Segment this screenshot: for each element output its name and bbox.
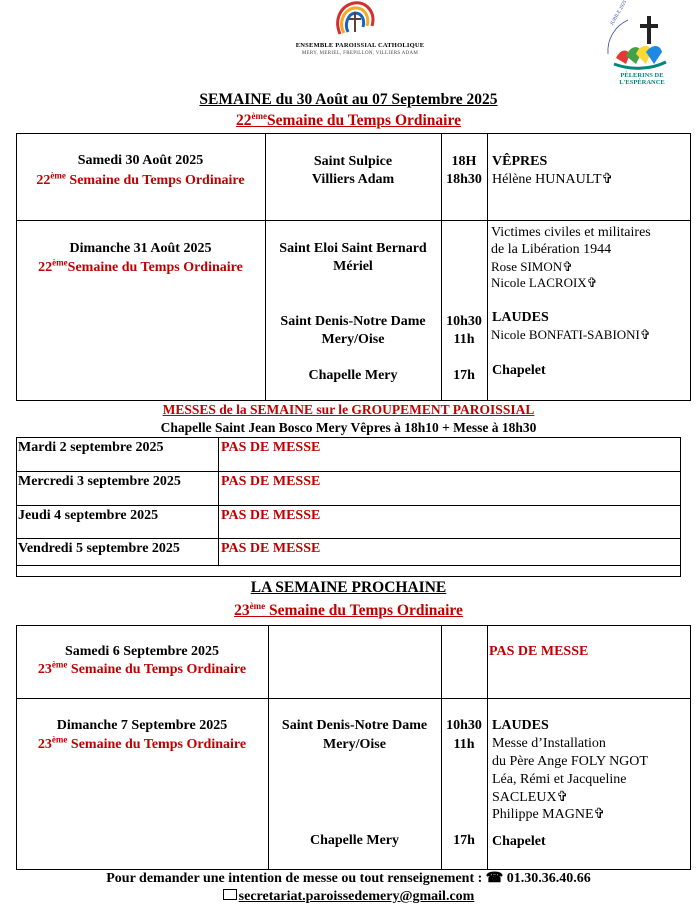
week1-sun-time2b: 11h [453, 332, 475, 347]
next-sun-line2: du Père Ange FOLY NGOT [492, 754, 648, 769]
weekday-status: PAS DE MESSE [221, 541, 321, 556]
week1-sun-int4: Nicole LACROIX✞ [491, 275, 598, 290]
next-sat-status: PAS DE MESSE [489, 644, 589, 659]
org-subtitle: MERY, MERIEL, FREPILLON, VILLIERS ADAM [301, 51, 419, 56]
week1-sun-time2a: 10h30 [446, 314, 482, 329]
next-sun-line5: Philippe MAGNE✞ [492, 807, 606, 822]
next-sun-line4: SACLEUX✞ [492, 790, 569, 805]
week1-sun-office3: Chapelet [492, 363, 546, 378]
week1-sat-time2: 18h30 [446, 172, 482, 187]
weekday-subheading: Chapelle Saint Jean Bosco Mery Vêpres à 18h10 + Messe à 18h30 [160, 420, 537, 435]
parish-logo [285, 0, 435, 64]
weekday-status: PAS DE MESSE [221, 440, 321, 455]
next-sun-place1b: Mery/Oise [323, 737, 386, 752]
next-sun-liturgy: 23ème Semaine du Temps Ordinaire [37, 734, 247, 752]
phone-icon: ☎ [485, 871, 504, 886]
week1-sun-office2: LAUDES [492, 310, 549, 325]
next-sun-line1: Messe d’Installation [492, 736, 606, 751]
next-week-liturgy: 23ème Semaine du Temps Ordinaire [234, 600, 463, 619]
week1-sun-date: Dimanche 31 Août 2025 [69, 241, 212, 256]
week1-sat-liturgy: 22ème Semaine du Temps Ordinaire [36, 170, 245, 188]
weekday-day: Mercredi 3 septembre 2025 [18, 474, 181, 489]
next-sun-time1a: 10h30 [446, 718, 482, 733]
weekday-day: Jeudi 4 septembre 2025 [18, 508, 159, 523]
jubilee-bottom-text: PÈLERINS DE L'ESPÉRANCE [619, 72, 665, 86]
week1-sat-intention: Hélène HUNAULT✞ [492, 172, 614, 187]
email-icon [223, 889, 237, 900]
next-sat-liturgy: 23ème Semaine du Temps Ordinaire [37, 659, 247, 677]
jubilee-logo [600, 0, 684, 90]
week1-sun-place2a: Saint Denis-Notre Dame [280, 314, 426, 329]
weekday-heading: MESSES de la SEMAINE sur le GROUPEMENT PAROISSIAL [162, 402, 535, 417]
next-sat-date: Samedi 6 Septembre 2025 [64, 644, 220, 659]
weekday-day: Vendredi 5 septembre 2025 [18, 541, 180, 556]
next-sun-date: Dimanche 7 Septembre 2025 [56, 718, 228, 733]
page-title: SEMAINE du 30 Août au 07 Septembre 2025 [199, 91, 498, 108]
next-sun-office2: Chapelet [492, 834, 546, 849]
parish-emblem-icon [332, 0, 378, 38]
footer-email-line [0, 888, 697, 906]
week1-sun-place3: Chapelle Mery [308, 368, 398, 383]
next-week-heading: LA SEMAINE PROCHAINE [250, 579, 447, 596]
next-sun-line3: Léa, Rémi et Jacqueline [492, 772, 627, 787]
footer-text: Pour demander une intention de messe ou tout renseignement : [106, 871, 486, 886]
page-subtitle: 22èmeSemaine du Temps Ordinaire [236, 110, 461, 129]
next-sun-place1a: Saint Denis-Notre Dame [281, 718, 428, 733]
week1-sun-int2: de la Libération 1944 [491, 242, 612, 257]
week1-sat-date: Samedi 30 Août 2025 [77, 153, 204, 168]
org-name: ENSEMBLE PAROISSIAL CATHOLIQUE [295, 42, 425, 49]
week1-sun-place1a: Saint Eloi Saint Bernard [279, 241, 427, 256]
next-sun-time1b: 11h [453, 737, 475, 752]
week1-sun-place1b: Mériel [333, 259, 373, 274]
next-sun-place2: Chapelle Mery [309, 833, 400, 848]
next-sun-time2: 17h [453, 833, 475, 848]
week1-sun-int5: Nicole BONFATI-SABIONI✞ [491, 327, 651, 342]
week1-sat-office: VÊPRES [492, 154, 548, 169]
week1-sun-place2b: Mery/Oise [321, 332, 385, 347]
week1-sun-int1: Victimes civiles et militaires [491, 225, 651, 240]
weekday-status: PAS DE MESSE [221, 508, 321, 523]
week1-sun-time3: 17h [453, 368, 475, 383]
footer-email[interactable]: secretariat.paroissedemery@gmail.com [238, 889, 475, 904]
weekday-day: Mardi 2 septembre 2025 [18, 440, 164, 455]
week1-sun-liturgy: 22èmeSemaine du Temps Ordinaire [38, 257, 243, 275]
week1-sat-place2: Villiers Adam [311, 172, 395, 187]
weekday-status: PAS DE MESSE [221, 474, 321, 489]
jubilee-top-text: JUBILE 2025 [610, 0, 629, 27]
week1-sun-int3: Rose SIMON✞ [491, 259, 574, 274]
next-sun-office1: LAUDES [492, 718, 549, 733]
week1-sat-time1: 18H [451, 154, 477, 169]
footer-contact [0, 870, 697, 888]
footer-phone[interactable]: 01.30.36.40.66 [506, 871, 591, 886]
week1-sat-place1: Saint Sulpice [313, 154, 393, 169]
